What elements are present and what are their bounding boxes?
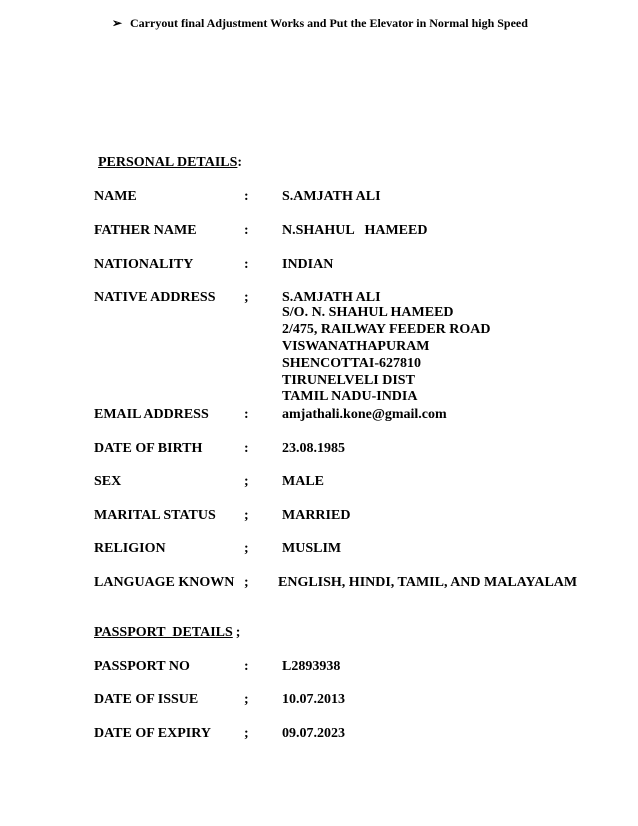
- row-value: 09.07.2023: [282, 726, 345, 741]
- row-label: EMAIL ADDRESS: [94, 407, 209, 422]
- row-separator: ;: [244, 508, 249, 523]
- row-label: PASSPORT NO: [94, 659, 190, 674]
- row-value: INDIAN: [282, 257, 334, 272]
- address-line: TIRUNELVELI DIST: [282, 373, 415, 388]
- row-separator: :: [244, 407, 249, 422]
- address-line: TAMIL NADU-INDIA: [282, 389, 418, 404]
- address-line: SHENCOTTAI-627810: [282, 356, 421, 371]
- row-separator: ;: [244, 474, 249, 489]
- row-separator: ;: [244, 692, 249, 707]
- row-separator: :: [244, 223, 249, 238]
- address-line: VISWANATHAPURAM: [282, 339, 430, 354]
- address-line: 2/475, RAILWAY FEEDER ROAD: [282, 322, 491, 337]
- row-value: L2893938: [282, 659, 341, 674]
- row-value: S.AMJATH ALI: [282, 290, 381, 305]
- row-separator: :: [244, 659, 249, 674]
- row-separator: :: [244, 441, 249, 456]
- row-separator: ;: [244, 541, 249, 556]
- row-value: MUSLIM: [282, 541, 342, 556]
- row-separator: ;: [244, 575, 249, 590]
- row-label: NAME: [94, 189, 137, 204]
- row-label: DATE OF ISSUE: [94, 692, 199, 707]
- row-value: ENGLISH, HINDI, TAMIL, AND MALAYALAM: [278, 575, 578, 590]
- row-label: MARITAL STATUS: [94, 508, 216, 523]
- row-label: LANGUAGE KNOWN: [94, 575, 235, 590]
- row-value: amjathali.kone@gmail.com: [282, 407, 447, 422]
- arrow-bullet-icon: ➢: [112, 16, 123, 30]
- row-value: MARRIED: [282, 508, 351, 523]
- row-separator: ;: [244, 726, 249, 741]
- row-separator: :: [244, 257, 249, 272]
- bullet-text: Carryout final Adjustment Works and Put the Elevator in Normal high Speed: [130, 16, 528, 30]
- row-value: 10.07.2013: [282, 692, 345, 707]
- row-value: S.AMJATH ALI: [282, 189, 381, 204]
- passport-heading-text: PASSPORT DETAILS: [94, 625, 233, 640]
- row-label: FATHER NAME: [94, 223, 197, 238]
- passport-details-heading: [94, 625, 240, 641]
- passport-heading-suffix: ;: [235, 625, 241, 640]
- personal-details-heading: [98, 155, 242, 171]
- row-label: DATE OF EXPIRY: [94, 726, 211, 741]
- personal-heading-suffix: :: [237, 155, 243, 170]
- address-line: S/O. N. SHAHUL HAMEED: [282, 305, 454, 320]
- row-separator: :: [244, 189, 249, 204]
- row-label: SEX: [94, 474, 122, 489]
- bullet-item: [112, 15, 532, 31]
- row-label: RELIGION: [94, 541, 166, 556]
- row-value: N.SHAHUL HAMEED: [282, 223, 428, 238]
- row-label: NATIONALITY: [94, 257, 194, 272]
- personal-heading-text: PERSONAL DETAILS: [98, 155, 238, 170]
- row-separator: ;: [244, 290, 249, 305]
- row-value: 23.08.1985: [282, 441, 345, 456]
- row-value: MALE: [282, 474, 324, 489]
- row-label: DATE OF BIRTH: [94, 441, 203, 456]
- row-label: NATIVE ADDRESS: [94, 290, 216, 305]
